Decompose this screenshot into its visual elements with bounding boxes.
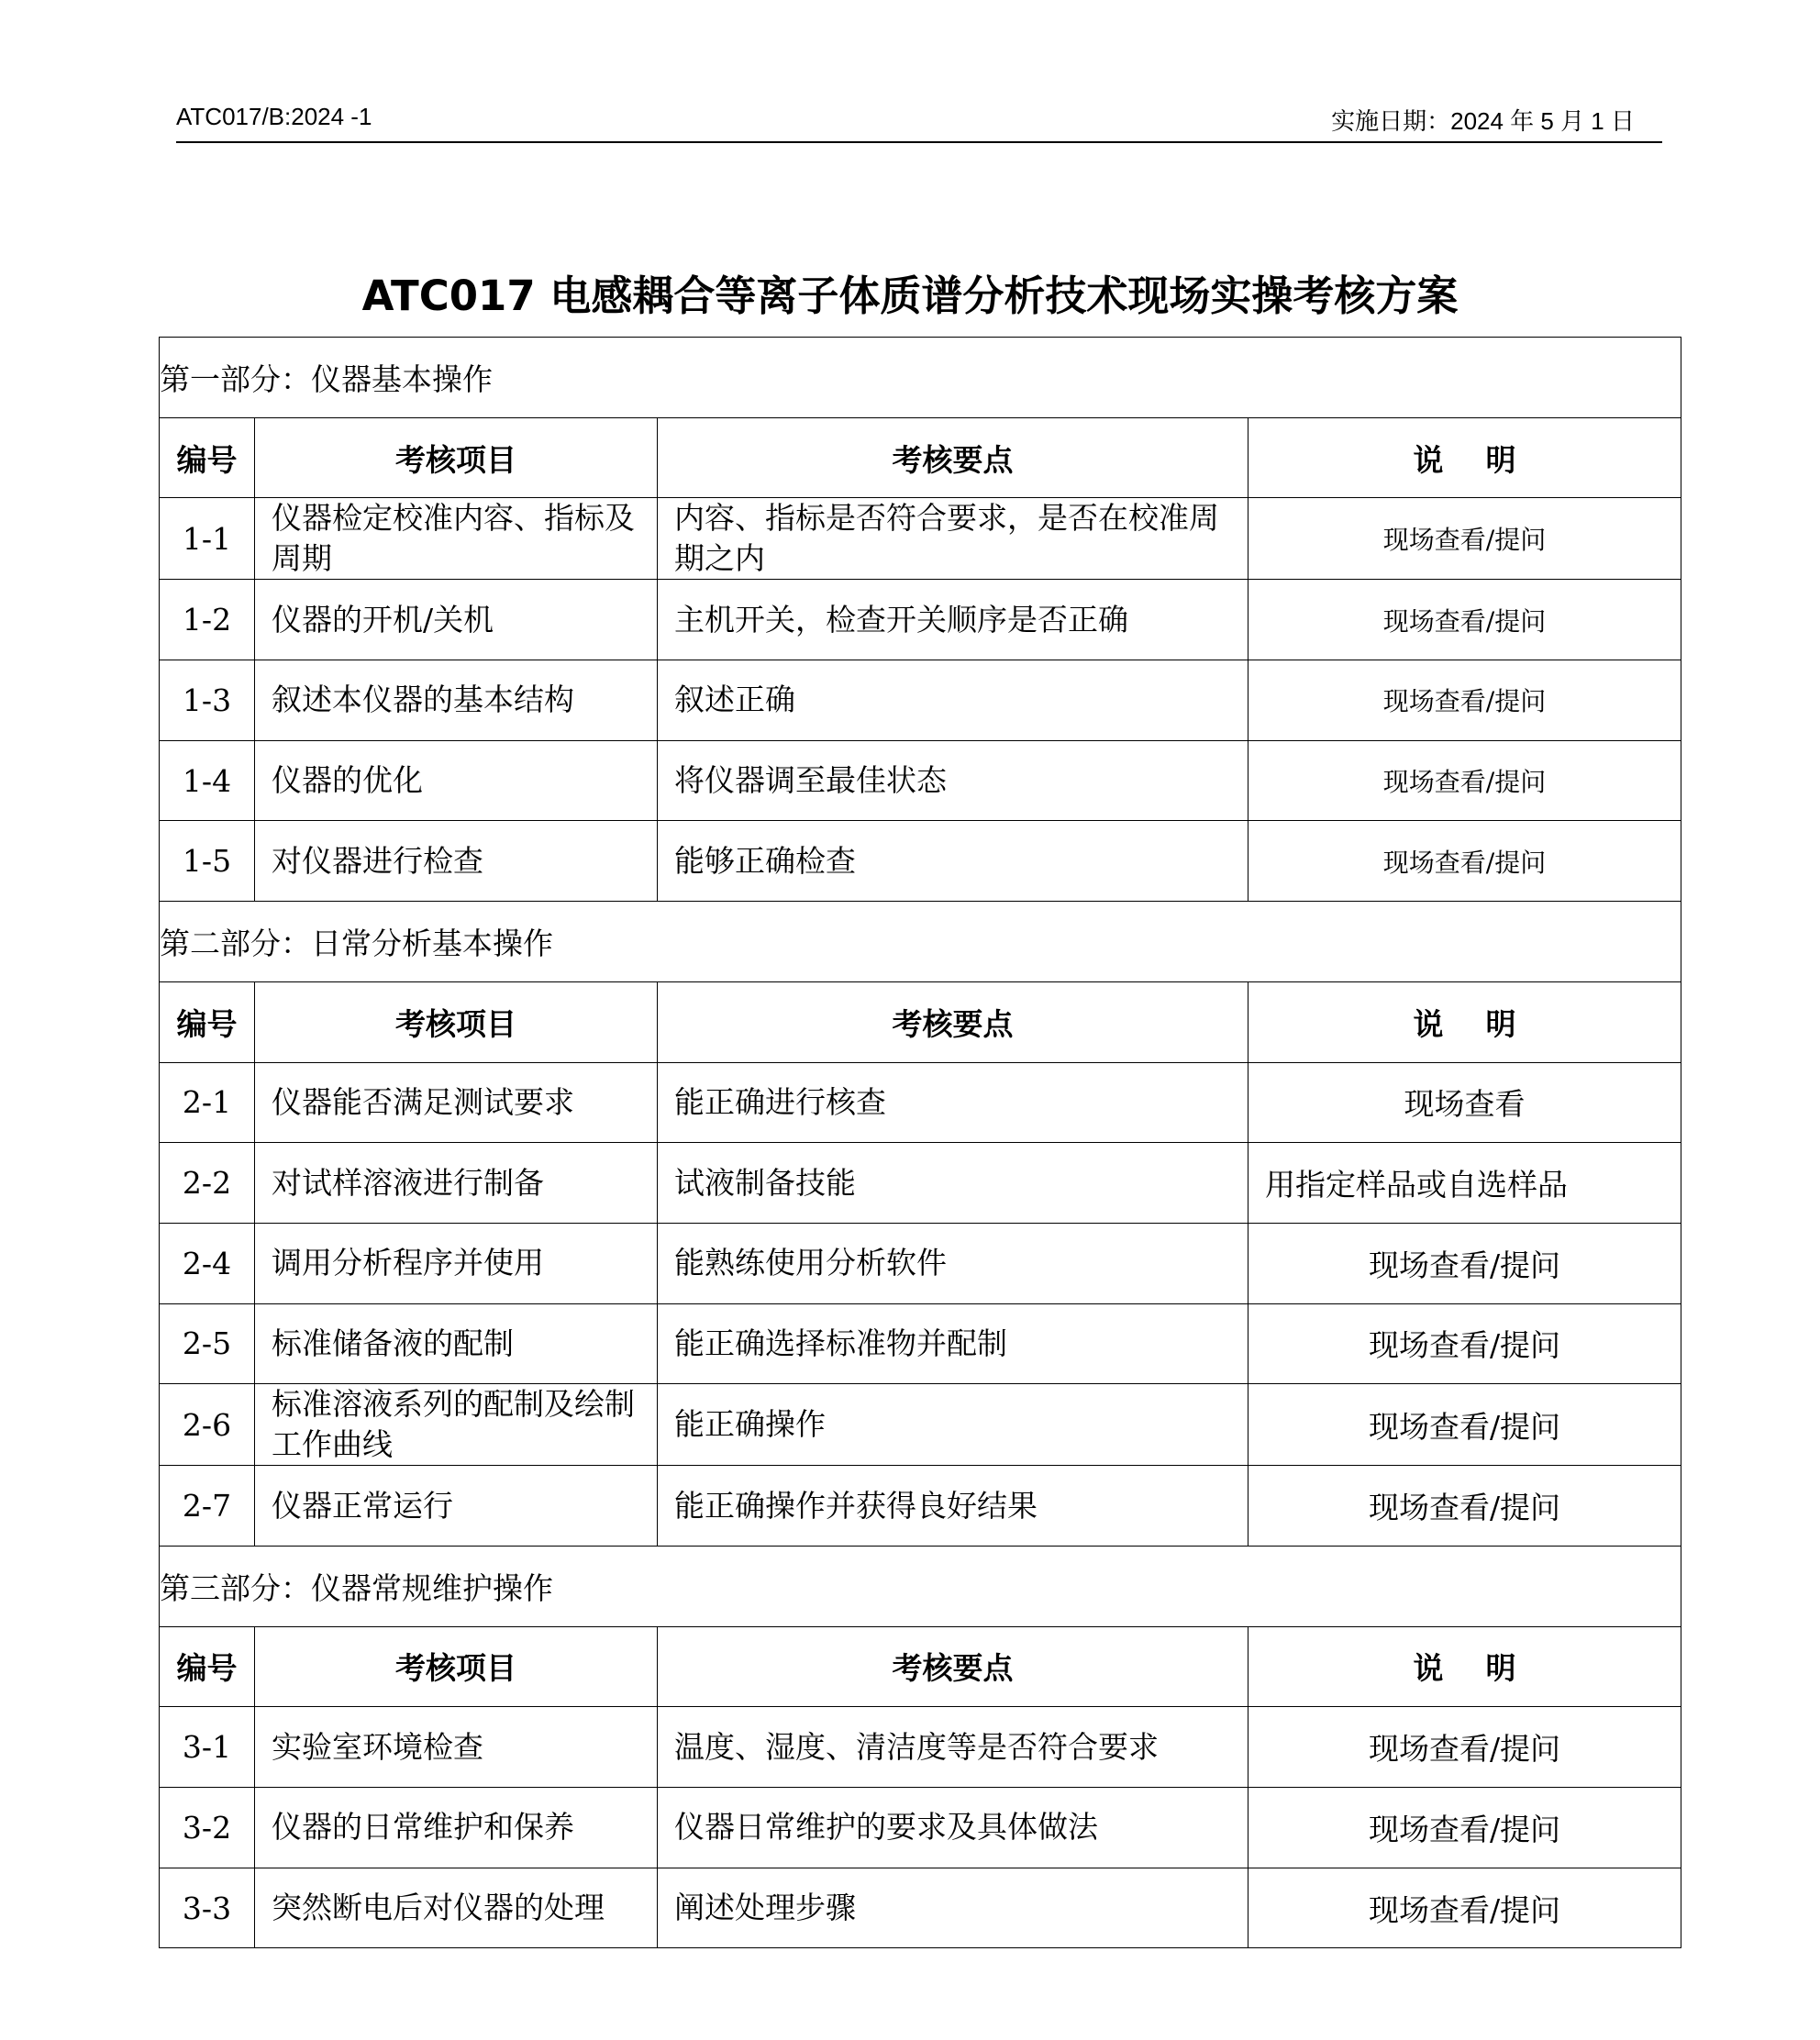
table-row [160,740,1681,821]
table-row [160,1707,1681,1788]
col-point-header: 考核要点 [658,981,1248,1062]
row-point: 能熟练使用分析软件 [658,1223,1248,1303]
row-point: 叙述正确 [658,660,1248,741]
col-note-header: 说 明 [1248,417,1681,498]
row-note: 现场查看/提问 [1248,1223,1681,1303]
row-item: 调用分析程序并使用 [255,1223,658,1303]
section-header [160,902,1681,982]
row-point: 能够正确检查 [658,821,1248,902]
row-item: 仪器的日常维护和保养 [255,1788,658,1868]
row-no: 2-5 [160,1303,255,1384]
row-note: 用指定样品或自选样品 [1248,1143,1681,1224]
row-item: 叙述本仪器的基本结构 [255,660,658,741]
col-no-header: 编号 [160,981,255,1062]
table-row [160,1062,1681,1143]
row-no: 1-3 [160,660,255,741]
row-no: 1-4 [160,740,255,821]
row-no: 2-2 [160,1143,255,1224]
col-point-header: 考核要点 [658,417,1248,498]
section-title: 第三部分：仪器常规维护操作 [160,1546,1681,1626]
row-no: 1-1 [160,498,255,580]
row-no: 2-1 [160,1062,255,1143]
col-no-header: 编号 [160,1626,255,1707]
col-no-header: 编号 [160,417,255,498]
assessment-table [159,337,1681,1948]
row-point: 能正确操作 [658,1384,1248,1466]
row-item: 对仪器进行检查 [255,821,658,902]
table-row [160,1143,1681,1224]
col-item-header: 考核项目 [255,417,658,498]
column-header-row [160,1626,1681,1707]
col-item-header: 考核项目 [255,981,658,1062]
row-item: 仪器正常运行 [255,1466,658,1547]
row-note: 现场查看/提问 [1248,660,1681,741]
row-item: 仪器检定校准内容、指标及周期 [255,498,658,580]
row-no: 3-1 [160,1707,255,1788]
row-note: 现场查看 [1248,1062,1681,1143]
table-row [160,580,1681,660]
section-header [160,338,1681,418]
row-note: 现场查看/提问 [1248,1303,1681,1384]
row-no: 1-2 [160,580,255,660]
row-note: 现场查看/提问 [1248,498,1681,580]
document-title: ATC017 电感耦合等离子体质谱分析技术现场实操考核方案 [361,272,1459,320]
row-note: 现场查看/提问 [1248,1868,1681,1948]
row-item: 仪器的优化 [255,740,658,821]
table-row [160,1466,1681,1547]
section-title: 第一部分：仪器基本操作 [160,338,1681,418]
row-item: 对试样溶液进行制备 [255,1143,658,1224]
row-note: 现场查看/提问 [1248,1788,1681,1868]
row-no: 2-6 [160,1384,255,1466]
col-item-header: 考核项目 [255,1626,658,1707]
row-point: 仪器日常维护的要求及具体做法 [658,1788,1248,1868]
row-note: 现场查看/提问 [1248,740,1681,821]
row-no: 3-2 [160,1788,255,1868]
table-row [160,1223,1681,1303]
row-note: 现场查看/提问 [1248,1384,1681,1466]
col-note-header: 说 明 [1248,981,1681,1062]
row-item: 突然断电后对仪器的处理 [255,1868,658,1948]
row-note: 现场查看/提问 [1248,580,1681,660]
row-point: 主机开关，检查开关顺序是否正确 [658,580,1248,660]
table-row [160,1384,1681,1466]
col-note-header: 说 明 [1248,1626,1681,1707]
section-header [160,1546,1681,1626]
row-point: 将仪器调至最佳状态 [658,740,1248,821]
row-note: 现场查看/提问 [1248,821,1681,902]
row-item: 仪器的开机/关机 [255,580,658,660]
row-no: 1-5 [160,821,255,902]
row-point: 试液制备技能 [658,1143,1248,1224]
col-point-header: 考核要点 [658,1626,1248,1707]
row-point: 内容、指标是否符合要求，是否在校准周期之内 [658,498,1248,580]
table-row [160,1303,1681,1384]
page-header [176,101,1662,143]
row-point: 能正确操作并获得良好结果 [658,1466,1248,1547]
section-title: 第二部分：日常分析基本操作 [160,902,1681,982]
table-row [160,1868,1681,1948]
row-item: 仪器能否满足测试要求 [255,1062,658,1143]
column-header-row [160,417,1681,498]
row-item: 标准储备液的配制 [255,1303,658,1384]
row-item: 实验室环境检查 [255,1707,658,1788]
table-row [160,660,1681,741]
row-point: 阐述处理步骤 [658,1868,1248,1948]
row-no: 2-7 [160,1466,255,1547]
table-row [160,821,1681,902]
row-no: 3-3 [160,1868,255,1948]
table-row [160,498,1681,580]
row-point: 温度、湿度、清洁度等是否符合要求 [658,1707,1248,1788]
row-item: 标准溶液系列的配制及绘制工作曲线 [255,1384,658,1466]
table-row [160,1788,1681,1868]
row-point: 能正确选择标准物并配制 [658,1303,1248,1384]
row-note: 现场查看/提问 [1248,1466,1681,1547]
row-point: 能正确进行核查 [658,1062,1248,1143]
column-header-row [160,981,1681,1062]
row-note: 现场查看/提问 [1248,1707,1681,1788]
doc-code: ATC017/B:2024 -1 [176,103,372,130]
implementation-date: 实施日期：2024 年 5 月 1 日 [1331,107,1635,135]
row-no: 2-4 [160,1223,255,1303]
